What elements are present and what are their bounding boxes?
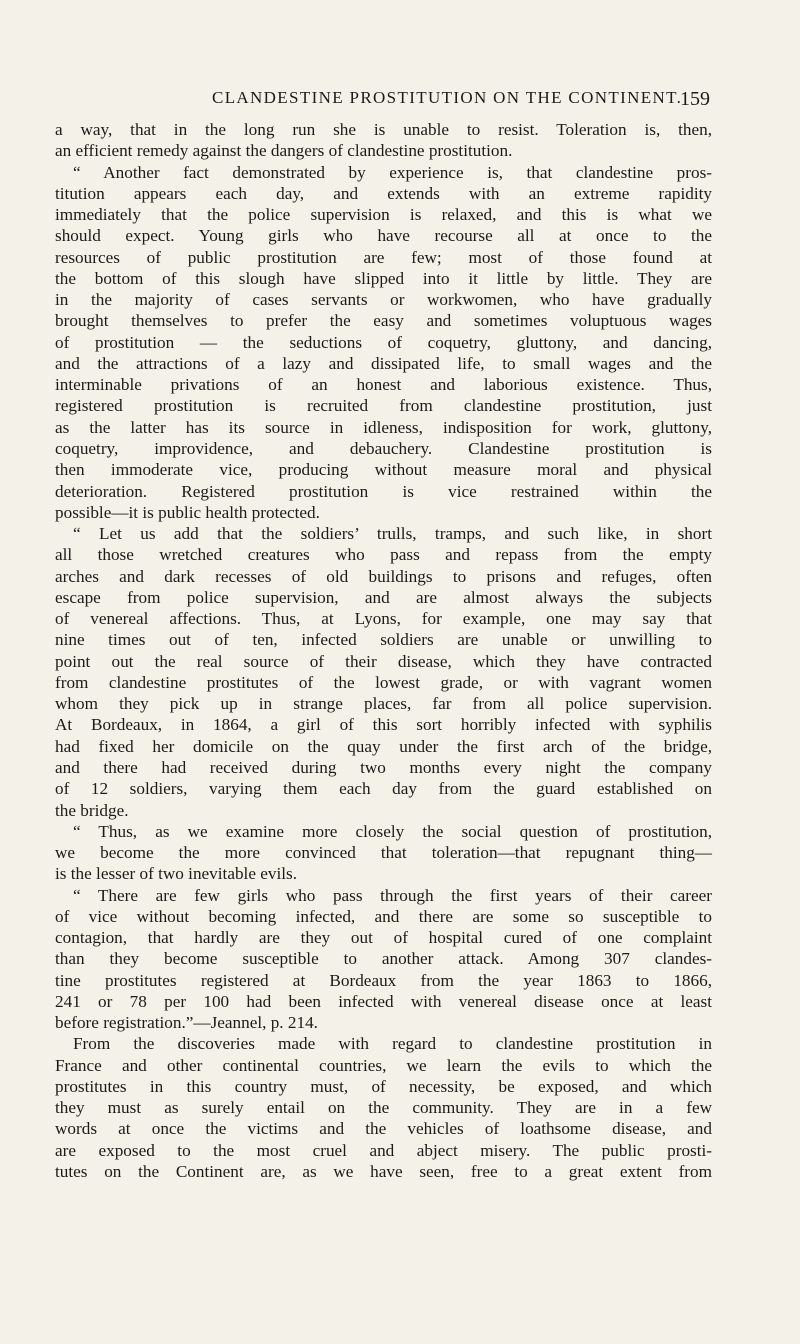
text-line: is the lesser of two inevitable evils. <box>55 864 298 884</box>
text-line: immediately that the police supervision is relaxed, and this is what we <box>55 205 712 225</box>
text-line: From the discoveries made with regard to clandestine prostitution in <box>73 1034 712 1054</box>
text-line: and the attractions of a lazy and dissipated life, to small wages and the <box>55 353 712 373</box>
text-line: “ Thus, as we examine more closely the social question of prostitution, <box>73 821 712 841</box>
text-line: all those wretched creatures who pass and repass from the empty <box>55 545 712 565</box>
text-line: we become the more convinced that toleration—that repugnant thing— <box>55 843 712 863</box>
chapter-running-title: CLANDESTINE PROSTITUTION ON THE CONTINENT. <box>212 88 683 107</box>
text-line: and there had received during two months every night the company <box>55 757 712 777</box>
text-line: “ There are few girls who pass through the first years of their career <box>73 885 712 905</box>
text-line: as the latter has its source in idleness, indisposition for work, gluttony, <box>55 417 712 437</box>
text-line: are exposed to the most cruel and abject misery. The public prosti- <box>55 1140 712 1160</box>
text-line: “ Another fact demonstrated by experience is, that clandestine pros- <box>73 162 712 182</box>
text-line: contagion, that hardly are they out of hospital cured of one complaint <box>55 928 712 948</box>
text-line: of vice without becoming infected, and there are some so susceptible to <box>55 906 712 926</box>
text-line: of venereal affections. Thus, at Lyons, for example, one may say that <box>55 609 712 629</box>
running-header <box>52 88 710 112</box>
text-line: nine times out of ten, infected soldiers are unable or unwilling to <box>55 630 712 650</box>
text-line: then immoderate vice, producing without measure moral and physical <box>55 460 712 480</box>
text-line: At Bordeaux, in 1864, a girl of this sort horribly infected with syphilis <box>55 715 712 735</box>
text-line: point out the real source of their disease, which they have contracted <box>55 651 712 671</box>
text-line: escape from police supervision, and are almost always the subjects <box>55 587 712 607</box>
text-line: the bottom of this slough have slipped into it little by little. They are <box>55 268 712 288</box>
text-line: had fixed her domicile on the quay under the first arch of the bridge, <box>55 736 712 756</box>
text-line: of 12 soldiers, varying them each day from the guard established on <box>55 779 712 799</box>
text-line: titution appears each day, and extends with an extreme rapidity <box>55 183 712 203</box>
text-line: arches and dark recesses of old buildings to prisons and refuges, often <box>55 566 712 586</box>
text-line: interminable privations of an honest and laborious existence. Thus, <box>55 375 712 395</box>
text-line: resources of public prostitution are few; most of those found at <box>55 247 712 267</box>
text-line: an efficient remedy against the dangers of clandestine prostitution. <box>55 141 513 161</box>
text-line: tine prostitutes registered at Bordeaux from the year 1863 to 1866, <box>55 970 712 990</box>
body-text <box>55 119 712 1182</box>
text-line: France and other continental countries, we learn the evils to which the <box>55 1055 712 1075</box>
text-line: a way, that in the long run she is unable to resist. Toleration is, then, <box>55 120 712 139</box>
text-line: they must as surely entail on the community. They are in a few <box>55 1098 712 1118</box>
text-line: brought themselves to prefer the easy and sometimes voluptuous wages <box>55 311 712 331</box>
text-line: should expect. Young girls who have recourse all at once to the <box>55 226 712 246</box>
text-line: deterioration. Registered prostitution is vice restrained within the <box>55 481 712 501</box>
text-line: coquetry, improvidence, and debauchery. Clandestine prostitution is <box>55 438 712 458</box>
page-number: 159 <box>680 88 710 110</box>
text-line: from clandestine prostitutes of the lowest grade, or with vagrant women <box>55 672 712 692</box>
text-line: registered prostitution is recruited from clandestine prostitution, just <box>55 396 712 416</box>
text-line: the bridge. <box>55 800 129 820</box>
text-line: than they become susceptible to another attack. Among 307 clandes- <box>55 949 712 969</box>
text-line: before registration.”—Jeannel, p. 214. <box>55 1013 318 1033</box>
text-line: words at once the victims and the vehicles of loathsome disease, and <box>55 1119 712 1139</box>
text-line: prostitutes in this country must, of necessity, be exposed, and which <box>55 1076 712 1096</box>
text-line: whom they pick up in strange places, far from all police supervision. <box>55 694 712 714</box>
text-line: 241 or 78 per 100 had been infected with venereal disease once at least <box>55 991 712 1011</box>
text-line: of prostitution — the seductions of coquetry, gluttony, and dancing, <box>55 332 712 352</box>
text-line: possible—it is public health protected. <box>55 502 320 522</box>
text-line: “ Let us add that the soldiers’ trulls, tramps, and such like, in short <box>73 524 712 544</box>
text-line: in the majority of cases servants or workwomen, who have gradually <box>55 290 712 310</box>
text-line: tutes on the Continent are, as we have seen, free to a great extent from <box>55 1162 712 1182</box>
